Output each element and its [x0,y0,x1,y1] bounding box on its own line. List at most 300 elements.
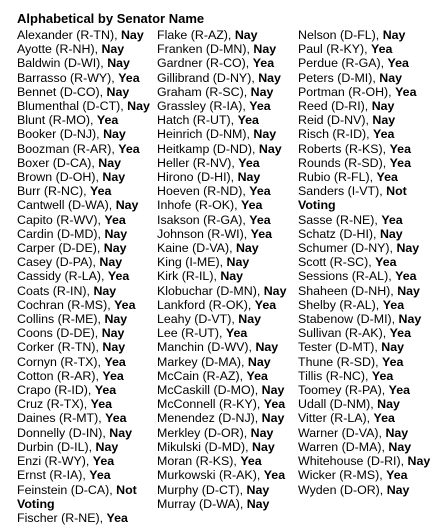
senator-entry [298,241,432,255]
senator-entry [17,397,155,411]
senator-name: Roberts (R-KS), [298,141,387,156]
senator-column-1 [17,28,155,525]
senator-entry [17,42,155,56]
vote-value: Nay [246,482,270,497]
senator-name: Heller (R-NV), [157,155,235,170]
senator-entry [17,468,155,482]
vote-value: Yea [381,212,403,227]
senator-column-3 [298,28,432,497]
senator-name: Cochran (R-MS), [17,297,111,312]
senator-entry [298,397,432,411]
senator-name: Carper (D-DE), [17,241,101,256]
senator-name: Gillibrand (D-NY), [157,70,255,85]
senator-entry [17,383,155,397]
senator-entry [157,113,297,127]
senator-entry [157,85,297,99]
vote-value: Nay [407,454,431,469]
senator-name: Hatch (R-UT), [157,113,235,128]
senator-name: Murkowski (R-AK), [157,468,261,483]
senator-name: Durbin (D-IL), [17,439,93,454]
vote-value: Nay [396,241,420,256]
senator-name: Reed (D-RI), [298,99,369,114]
senator-name: Hoeven (R-ND), [157,184,246,199]
senator-name: Booker (D-NJ), [17,127,100,142]
senator-name: Fischer (R-NE), [17,510,104,525]
senator-entry [17,71,155,85]
vote-value: Nay [371,99,395,114]
senator-entry [157,71,297,85]
vote-value: Nay [220,269,244,284]
senator-name: Cassidy (R-LA), [17,269,105,284]
vote-value: Nay [107,56,130,71]
vote-value: Nay [261,383,285,398]
vote-value: Yea [89,468,111,483]
senator-name: Udall (D-NM), [298,397,374,412]
senator-entry [298,468,432,482]
senator-entry [157,355,297,369]
senator-name: Cotton (R-AR), [17,368,99,383]
senator-name: Perdue (R-GA), [298,56,385,71]
senator-entry [157,28,297,42]
vote-value: Yea [102,368,124,383]
senator-entry [298,184,432,212]
senator-name: Franken (D-MN), [157,42,250,57]
senator-entry [298,85,432,99]
vote-value: Yea [106,510,128,525]
vote-value: Yea [387,56,409,71]
senator-name: Cornyn (R-TX), [17,354,101,369]
vote-value: Yea [240,454,262,469]
senator-name: Kirk (R-IL), [157,269,217,284]
vote-value: Yea [252,56,275,71]
senator-name: Shelby (R-AL), [298,297,380,312]
senator-entry [157,213,297,227]
senator-entry [157,241,297,255]
senator-entry [157,411,297,425]
senator-entry [17,113,155,127]
vote-value: Nay [258,70,281,85]
vote-value: Nay [120,28,144,42]
senator-entry [298,298,432,312]
senator-name: Isakson (R-GA), [157,212,246,227]
vote-value: Nay [102,340,126,355]
vote-value: Yea [104,354,126,369]
senator-entry [17,170,155,184]
senator-entry [157,269,297,283]
vote-value: Nay [103,241,127,256]
senator-entry [157,440,297,454]
vote-value: Yea [246,368,268,383]
senator-entry [298,28,432,42]
vote-value: Nay [95,439,119,454]
vote-value: Yea [395,84,417,99]
senator-name: Menendez (D-NJ), [157,411,259,426]
senator-name: Markey (D-MA), [157,354,245,369]
senator-name: Whitehouse (D-RI), [298,454,405,469]
senator-name: Klobuchar (D-MN), [157,283,261,298]
vote-value: Nay [397,283,420,298]
senator-name: Lee (R-UT), [157,326,223,341]
senator-entry [157,156,297,170]
senator-entry [298,426,432,440]
senator-entry [17,483,155,511]
senator-name: Lankford (R-OK), [157,297,252,312]
vote-value: Yea [375,255,397,270]
senator-name: Nelson (D-FL), [298,28,380,42]
vote-value: Yea [114,297,136,312]
vote-value: Yea [96,113,119,128]
senator-entry [157,497,297,511]
vote-value: Nay [246,496,270,511]
senator-name: Feinstein (D-CA), [17,482,113,497]
senator-name: Mikulski (D-MD), [157,439,249,454]
senator-entry [298,326,432,340]
vote-value: Yea [92,454,115,469]
senator-entry [298,440,432,454]
senator-name: Murphy (D-CT), [157,482,244,497]
senator-name: Schatz (D-HI), [298,226,377,241]
vote-value: Yea [263,468,286,483]
senator-name: Merkley (D-OR), [157,425,248,440]
senator-name: Moran (R-KS), [157,454,237,469]
senator-entry [17,511,155,525]
senator-entry [298,42,432,56]
senator-name: Alexander (R-TN), [17,28,118,42]
senator-column-2 [157,28,297,511]
vote-value: Yea [263,397,286,412]
vote-value: Yea [107,269,130,284]
senator-name: Wyden (D-OR), [298,482,384,497]
vote-value: Nay [263,283,287,298]
senator-entry [298,227,432,241]
vote-value: Nay [379,226,403,241]
senator-name: Warner (D-VA), [298,425,382,440]
vote-value: Yea [118,141,140,156]
senator-entry [298,411,432,425]
vote-value: Yea [371,42,393,57]
vote-value: Nay [261,411,285,426]
senator-entry [157,227,297,241]
senator-entry [157,383,297,397]
senator-name: Ayotte (R-NH), [17,42,99,57]
senator-name: Capito (R-WV), [17,212,101,227]
senator-entry [157,284,297,298]
senator-entry [298,284,432,298]
vote-value: Nay [386,482,410,497]
vote-value: Yea [249,184,271,199]
senator-entry [298,170,432,184]
senator-entry [298,340,432,354]
senator-entry [157,56,297,70]
senator-entry [157,326,297,340]
vote-value: Nay [377,397,400,412]
senator-entry [157,468,297,482]
senator-entry [157,369,297,383]
senator-name: Casey (D-PA), [17,255,96,270]
senator-entry [298,369,432,383]
senator-entry [298,127,432,141]
senator-name: Manchin (D-WV), [157,340,253,355]
vote-value: Nay [253,127,277,142]
senator-entry [17,326,155,340]
senator-entry [157,483,297,497]
senator-entry [298,355,432,369]
senator-entry [157,255,297,269]
vote-value: Yea [118,70,140,85]
senator-name: Risch (R-ID), [298,127,370,142]
vote-value: Nay [103,127,126,142]
senator-name: Cardin (D-MD), [17,226,101,241]
vote-value: Yea [250,226,273,241]
vote-value: Yea [249,99,271,114]
senator-entry [298,383,432,397]
senator-entry [17,184,155,198]
vote-value: Nay [101,326,125,341]
senator-entry [17,127,155,141]
vote-value: Nay [238,312,261,327]
senator-entry [17,227,155,241]
senator-name: Collins (R-ME), [17,312,101,327]
senator-name: Graham (R-SC), [157,84,248,99]
senator-entry [17,142,155,156]
senator-entry [17,241,155,255]
senator-name: Daines (R-MT), [17,411,102,426]
senator-entry [157,426,297,440]
vote-value: Nay [252,439,275,454]
vote-value: Nay [255,340,279,355]
senator-entry [17,56,155,70]
senator-entry [17,99,155,113]
vote-value: Nay [258,141,282,156]
vote-value: Nay [127,99,150,114]
senator-entry [298,269,432,283]
vote-value: Yea [389,326,411,341]
senator-entry [157,127,297,141]
senator-name: Corker (R-TN), [17,340,99,355]
senator-name: Vitter (R-LA), [298,411,371,426]
senator-entry [298,483,432,497]
senator-entry [17,411,155,425]
senator-name: Barrasso (R-WY), [17,70,115,85]
senator-entry [17,340,155,354]
senator-entry [157,184,297,198]
senator-name: Crapo (R-ID), [17,383,92,398]
senator-name: Boxer (D-CA), [17,155,95,170]
senator-name: Coons (D-DE), [17,326,99,341]
senator-name: Sessions (R-AL), [298,269,392,284]
senator-name: Scott (R-SC), [298,255,372,270]
senator-entry [17,284,155,298]
senator-name: Bennet (D-CO), [17,84,104,99]
vote-value: Yea [382,297,405,312]
vote-value: Yea [94,383,117,398]
vote-value: Nay [104,312,128,327]
vote-value: Nay [102,170,126,185]
vote-value: Yea [386,468,408,483]
senator-name: Flake (R-AZ), [157,28,232,42]
vote-value: Nay [109,425,133,440]
vote-value: Nay [250,84,274,99]
senator-entry [298,71,432,85]
vote-value: Nay [372,113,396,128]
vote-value: Nay [237,170,261,185]
senator-entry [17,312,155,326]
senator-entry [17,355,155,369]
vote-value: Yea [105,411,127,426]
senator-name: Rounds (R-SD), [298,155,387,170]
senator-name: McConnell (R-KY), [157,397,261,412]
senator-name: Stabenow (D-MI), [298,312,396,327]
page-title: Alphabetical by Senator Name [17,11,205,26]
senator-entry [17,440,155,454]
senator-name: Schumer (D-NY), [298,241,394,256]
senator-entry [17,28,155,42]
senator-name: Warren (D-MA), [298,439,385,454]
senator-name: Heinrich (D-NM), [157,127,250,142]
vote-value: Yea [225,326,248,341]
vote-value: Nay [226,255,250,270]
senator-entry [298,213,432,227]
senator-entry [157,454,297,468]
senator-entry [298,312,432,326]
senator-name: Tillis (R-NC), [298,368,369,383]
vote-value: Nay [398,312,422,327]
senator-name: Cantwell (D-WA), [17,198,113,213]
senator-entry [17,298,155,312]
senator-name: Tester (D-MT), [298,340,378,355]
senator-entry [17,426,155,440]
senator-name: Sullivan (R-AK), [298,326,387,341]
vote-value: Nay [234,28,258,42]
vote-value: Yea [241,198,263,213]
vote-value: Nay [106,84,130,99]
senator-entry [298,142,432,156]
senator-entry [298,99,432,113]
senator-name: Inhofe (R-OK), [157,198,238,213]
vote-value: Yea [90,397,113,412]
vote-value: Yea [371,368,394,383]
senator-name: Heitkamp (D-ND), [157,141,256,156]
senator-entry [157,170,297,184]
senator-name: Murray (D-WA), [157,496,244,511]
senator-entry [157,340,297,354]
senator-entry [298,156,432,170]
senator-entry [298,113,432,127]
vote-value: Not Voting [298,184,407,213]
senator-name: Grassley (R-IA), [157,99,246,114]
senator-name: Thune (R-SD), [298,354,379,369]
vote-value: Nay [385,425,409,440]
vote-value: Nay [250,425,274,440]
senator-name: Leahy (D-VT), [157,312,235,327]
vote-value: Yea [389,141,411,156]
vote-value: Yea [89,184,112,199]
vote-value: Nay [104,226,128,241]
senator-entry [157,99,297,113]
vote-value: Yea [388,383,411,398]
senator-name: Peters (D-MI), [298,70,376,85]
senator-entry [17,369,155,383]
vote-value: Nay [98,155,121,170]
vote-value: Yea [373,127,395,142]
vote-value: Yea [249,212,271,227]
senator-entry [17,213,155,227]
senator-name: Brown (D-OH), [17,170,99,185]
senator-name: Burr (R-NC), [17,184,87,199]
vote-value: Yea [238,155,260,170]
senator-entry [157,298,297,312]
senator-name: Johnson (R-WI), [157,226,248,241]
senator-entry [157,42,297,56]
vote-value: Nay [381,340,405,355]
senator-entry [17,255,155,269]
senator-entry [17,85,155,99]
senator-name: Paul (R-KY), [298,42,368,57]
senator-entry [157,142,297,156]
vote-value: Yea [395,269,417,284]
vote-value: Nay [99,255,123,270]
vote-value: Yea [254,297,277,312]
vote-value: Nay [235,241,259,256]
vote-value: Yea [376,170,398,185]
senator-name: Ernst (R-IA), [17,468,86,483]
senator-entry [298,255,432,269]
vote-value: Yea [237,113,259,128]
vote-value: Nay [382,28,406,42]
senator-name: Hirono (D-HI), [157,170,235,185]
vote-value: Nay [253,42,277,57]
vote-value: Nay [115,198,139,213]
senator-entry [298,56,432,70]
senator-entry [17,198,155,212]
senator-name: Enzi (R-WY), [17,454,90,469]
senator-entry [157,198,297,212]
senator-name: Baldwin (D-WI), [17,56,104,71]
senator-name: Reid (D-NV), [298,113,369,128]
senator-name: McCain (R-AZ), [157,368,244,383]
vote-value: Nay [388,439,412,454]
senator-name: Portman (R-OH), [298,84,392,99]
senator-name: Kaine (D-VA), [157,241,233,256]
vote-value: Nay [93,283,117,298]
senator-entry [17,269,155,283]
senator-name: Sanders (I-VT), [298,184,383,199]
senator-name: Wicker (R-MS), [298,468,383,483]
senator-name: Sasse (R-NE), [298,212,378,227]
vote-value: Yea [104,212,126,227]
senator-name: Rubio (R-FL), [298,170,374,185]
senator-entry [157,397,297,411]
senator-name: Donnelly (D-IN), [17,425,106,440]
vote-value: Not Voting [17,482,137,511]
senator-name: Blumenthal (D-CT), [17,99,124,114]
vote-value: Yea [373,411,395,426]
senator-name: Coats (R-IN), [17,283,90,298]
senator-name: McCaskill (D-MO), [157,383,259,398]
senator-entry [157,312,297,326]
senator-name: Gardner (R-CO), [157,56,250,71]
vote-value: Nay [101,42,125,57]
senator-name: Toomey (R-PA), [298,383,386,398]
senator-name: Blunt (R-MO), [17,113,94,128]
vote-value: Nay [247,354,271,369]
senator-entry [17,156,155,170]
vote-value: Yea [382,354,404,369]
senator-name: Shaheen (D-NH), [298,283,394,298]
senator-name: King (I-ME), [157,255,224,270]
senator-entry [298,454,432,468]
vote-value: Yea [389,155,411,170]
